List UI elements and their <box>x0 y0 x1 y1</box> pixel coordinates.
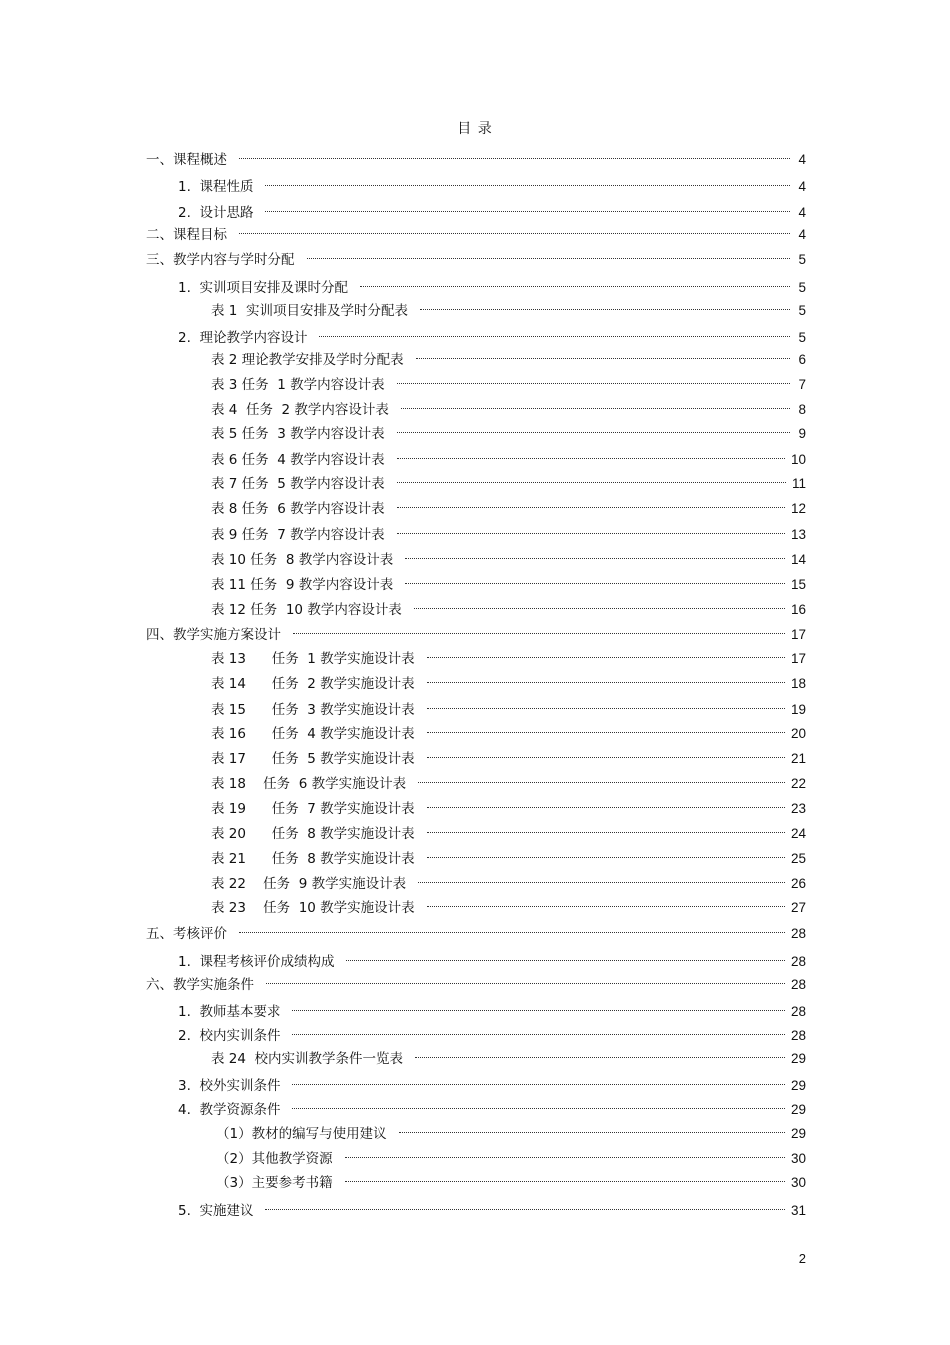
toc-entry[interactable] <box>211 369 806 393</box>
toc-entry-title: （3）主要参考书籍 <box>216 1175 333 1191</box>
toc-entry-page: 25 <box>790 851 806 866</box>
toc-leader-dots <box>292 996 785 1016</box>
toc-entry-page: 29 <box>790 1126 806 1141</box>
toc-heading-text: 目 录 <box>457 121 493 137</box>
toc-leader-dots <box>239 219 790 239</box>
toc-entry-title: 三、教学内容与学时分配 <box>146 252 295 268</box>
toc-entry-title: 表 11 任务 9 教学内容设计表 <box>211 577 394 593</box>
toc-entry-page: 5 <box>798 252 806 267</box>
toc-leader-dots <box>266 969 785 989</box>
toc-entry[interactable] <box>211 418 806 442</box>
toc-entry[interactable] <box>211 843 806 867</box>
toc-entry[interactable] <box>178 171 806 195</box>
toc-entry-title: 表 3 任务 1 教学内容设计表 <box>211 377 385 393</box>
toc-entry-title: 六、教学实施条件 <box>146 977 254 993</box>
toc-entry-page: 27 <box>790 900 806 915</box>
toc-entry-title: 表 12 任务 10 教学内容设计表 <box>211 602 402 618</box>
toc-leader-dots <box>416 344 790 364</box>
toc-entry-page: 16 <box>790 602 806 617</box>
toc-entry[interactable] <box>178 197 806 221</box>
toc-leader-dots <box>427 892 785 912</box>
toc-entry-page: 4 <box>798 152 806 167</box>
toc-leader-dots <box>239 918 785 938</box>
toc-entry-title: （2）其他教学资源 <box>216 1151 333 1167</box>
toc-entry-title: 一、课程概述 <box>146 152 227 168</box>
toc-leader-dots <box>397 519 785 539</box>
toc-entry-page: 14 <box>790 552 806 567</box>
toc-entry[interactable] <box>211 668 806 692</box>
toc-entry-title: 四、教学实施方案设计 <box>146 627 281 643</box>
toc-leader-dots <box>292 1070 785 1090</box>
toc-entry[interactable] <box>216 1167 806 1191</box>
toc-entry[interactable] <box>216 1143 806 1167</box>
toc-entry-page: 21 <box>790 751 806 766</box>
toc-entry[interactable] <box>211 444 806 468</box>
toc-entry-title: 表 1 实训项目安排及学时分配表 <box>211 303 408 319</box>
toc-entry[interactable] <box>211 394 806 418</box>
toc-entry[interactable] <box>178 1094 806 1118</box>
toc-entry[interactable] <box>211 694 806 718</box>
toc-entry-title: 表 14 任务 2 教学实施设计表 <box>211 676 415 692</box>
toc-entry-page: 26 <box>790 876 806 891</box>
toc-entry-page: 17 <box>790 651 806 666</box>
toc-entry[interactable] <box>211 468 806 492</box>
toc-entry-page: 30 <box>790 1175 806 1190</box>
toc-leader-dots <box>414 594 785 614</box>
toc-entry[interactable] <box>211 643 806 667</box>
toc-leader-dots <box>265 197 790 217</box>
toc-leader-dots <box>397 444 785 464</box>
toc-entry-title: 表 24 校内实训教学条件一览表 <box>211 1051 404 1067</box>
toc-entry-title: 5. 实施建议 <box>178 1203 254 1219</box>
toc-entry-title: 表 20 任务 8 教学实施设计表 <box>211 826 415 842</box>
toc-leader-dots <box>399 1118 785 1138</box>
toc-leader-dots <box>293 619 785 639</box>
toc-entry-page: 17 <box>790 627 806 642</box>
toc-leader-dots <box>319 322 790 342</box>
toc-entry-page: 4 <box>798 179 806 194</box>
toc-leader-dots <box>345 1143 785 1163</box>
toc-entry[interactable] <box>211 743 806 767</box>
page-number: 2 <box>798 1251 806 1266</box>
toc-leader-dots <box>292 1020 785 1040</box>
toc-leader-dots <box>427 643 785 663</box>
toc-leader-dots <box>265 171 790 191</box>
toc-entry-page: 20 <box>790 726 806 741</box>
toc-entry-page: 28 <box>790 954 806 969</box>
toc-entry-title: 2. 设计思路 <box>178 205 254 221</box>
toc-entry-page: 18 <box>790 676 806 691</box>
toc-entry-title: 表 4 任务 2 教学内容设计表 <box>211 402 389 418</box>
toc-entry-title: 表 18 任务 6 教学实施设计表 <box>211 776 407 792</box>
toc-entry-title: 2. 校内实训条件 <box>178 1028 281 1044</box>
toc-entry[interactable] <box>211 818 806 842</box>
toc-entry-page: 23 <box>790 801 806 816</box>
toc-entry-page: 9 <box>798 426 806 441</box>
toc-entry[interactable] <box>146 969 806 993</box>
toc-entry[interactable] <box>211 793 806 817</box>
toc-entry-title: 1. 课程性质 <box>178 179 254 195</box>
toc-entry-page: 29 <box>790 1078 806 1093</box>
toc-entry-page: 29 <box>790 1051 806 1066</box>
toc-leader-dots <box>397 418 790 438</box>
toc-entry-title: 3. 校外实训条件 <box>178 1078 281 1094</box>
toc-entry-page: 28 <box>790 977 806 992</box>
toc-entry[interactable] <box>178 1020 806 1044</box>
toc-entry[interactable] <box>178 272 806 296</box>
toc-leader-dots <box>415 1043 785 1063</box>
toc-entry[interactable] <box>178 1070 806 1094</box>
toc-leader-dots <box>427 793 785 813</box>
toc-entry-title: 4. 教学资源条件 <box>178 1102 281 1118</box>
toc-entry[interactable] <box>146 144 806 168</box>
toc-leader-dots <box>360 272 790 292</box>
toc-entry-page: 28 <box>790 926 806 941</box>
toc-entry-page: 5 <box>798 280 806 295</box>
toc-entry-page: 12 <box>790 501 806 516</box>
toc-entry-title: 表 23 任务 10 教学实施设计表 <box>211 900 415 916</box>
toc-entry[interactable] <box>216 1118 806 1142</box>
toc-entry-page: 7 <box>798 377 806 392</box>
toc-entry-title: 表 7 任务 5 教学内容设计表 <box>211 476 385 492</box>
toc-entry[interactable] <box>211 1043 806 1067</box>
toc-entry[interactable] <box>211 594 806 618</box>
toc-entry-title: 2. 理论教学内容设计 <box>178 330 308 346</box>
toc-entry[interactable] <box>211 718 806 742</box>
toc-leader-dots <box>427 818 785 838</box>
toc-entry[interactable] <box>211 344 806 368</box>
toc-entry-page: 24 <box>790 826 806 841</box>
toc-entry-page: 5 <box>798 303 806 318</box>
toc-entry-title: 表 15 任务 3 教学实施设计表 <box>211 702 415 718</box>
toc-entry-page: 28 <box>790 1004 806 1019</box>
toc-entry-title: （1）教材的编写与使用建议 <box>216 1126 387 1142</box>
toc-entry[interactable] <box>211 569 806 593</box>
toc-leader-dots <box>405 544 785 564</box>
toc-entry[interactable] <box>211 868 806 892</box>
toc-leader-dots <box>418 768 785 788</box>
toc-entry[interactable] <box>211 892 806 916</box>
toc-leader-dots <box>397 369 790 389</box>
toc-leader-dots <box>346 946 785 966</box>
toc-leader-dots <box>401 394 790 414</box>
toc-entry-page: 11 <box>791 476 806 491</box>
toc-entry-title: 表 9 任务 7 教学内容设计表 <box>211 527 385 543</box>
toc-entry[interactable] <box>146 619 806 643</box>
toc-entry-page: 6 <box>798 352 806 367</box>
toc-leader-dots <box>397 493 785 513</box>
toc-entry-page: 8 <box>798 402 806 417</box>
toc-entry-page: 19 <box>790 702 806 717</box>
toc-entry-page: 15 <box>790 577 806 592</box>
toc-entry-title: 1. 课程考核评价成绩构成 <box>178 954 335 970</box>
toc-entry-title: 表 16 任务 4 教学实施设计表 <box>211 726 415 742</box>
toc-entry[interactable] <box>178 996 806 1020</box>
toc-entry-title: 二、课程目标 <box>146 227 227 243</box>
toc-entry[interactable] <box>178 1195 806 1219</box>
toc-entry[interactable] <box>211 768 806 792</box>
toc-leader-dots <box>345 1167 785 1187</box>
toc-leader-dots <box>427 843 785 863</box>
toc-entry-page: 30 <box>790 1151 806 1166</box>
toc-leader-dots <box>397 468 786 488</box>
toc-leader-dots <box>420 295 790 315</box>
toc-entry-title: 表 6 任务 4 教学内容设计表 <box>211 452 385 468</box>
toc-entry-title: 表 5 任务 3 教学内容设计表 <box>211 426 385 442</box>
toc-entry-page: 29 <box>790 1102 806 1117</box>
toc-entry[interactable] <box>178 946 806 970</box>
toc-leader-dots <box>265 1195 785 1215</box>
toc-entry-title: 表 13 任务 1 教学实施设计表 <box>211 651 415 667</box>
toc-leader-dots <box>418 868 785 888</box>
toc-entry-title: 表 10 任务 8 教学内容设计表 <box>211 552 394 568</box>
toc-entry-title: 表 8 任务 6 教学内容设计表 <box>211 501 385 517</box>
toc-leader-dots <box>427 743 785 763</box>
toc-entry[interactable] <box>146 918 806 942</box>
toc-entry-page: 22 <box>790 776 806 791</box>
toc-entry-page: 13 <box>790 527 806 542</box>
toc-entry-page: 4 <box>798 205 806 220</box>
toc-entry-page: 4 <box>798 227 806 242</box>
toc-entry-title: 表 21 任务 8 教学实施设计表 <box>211 851 415 867</box>
toc-entry[interactable] <box>178 322 806 346</box>
toc-entry-page: 10 <box>790 452 806 467</box>
toc-entry-title: 表 2 理论教学安排及学时分配表 <box>211 352 404 368</box>
toc-entry[interactable] <box>146 244 806 268</box>
toc-leader-dots <box>239 144 790 164</box>
toc-leader-dots <box>427 668 785 688</box>
toc-entry-page: 5 <box>798 330 806 345</box>
toc-entry-title: 1. 教师基本要求 <box>178 1004 281 1020</box>
toc-leader-dots <box>405 569 785 589</box>
toc-leader-dots <box>427 718 785 738</box>
toc-entry-title: 1. 实训项目安排及课时分配 <box>178 280 348 296</box>
toc-entry[interactable] <box>211 295 806 319</box>
toc-entry[interactable] <box>211 544 806 568</box>
toc-entry-title: 表 22 任务 9 教学实施设计表 <box>211 876 407 892</box>
toc-entry[interactable] <box>146 219 806 243</box>
toc-entry[interactable] <box>211 493 806 517</box>
toc-entry-title: 表 19 任务 7 教学实施设计表 <box>211 801 415 817</box>
toc-entry-page: 28 <box>790 1028 806 1043</box>
toc-leader-dots <box>307 244 791 264</box>
toc-leader-dots <box>427 694 785 714</box>
toc-entry[interactable] <box>211 519 806 543</box>
toc-entry-title: 五、考核评价 <box>146 926 227 942</box>
toc-entry-title: 表 17 任务 5 教学实施设计表 <box>211 751 415 767</box>
toc-leader-dots <box>292 1094 785 1114</box>
toc-entry-page: 31 <box>790 1203 806 1218</box>
